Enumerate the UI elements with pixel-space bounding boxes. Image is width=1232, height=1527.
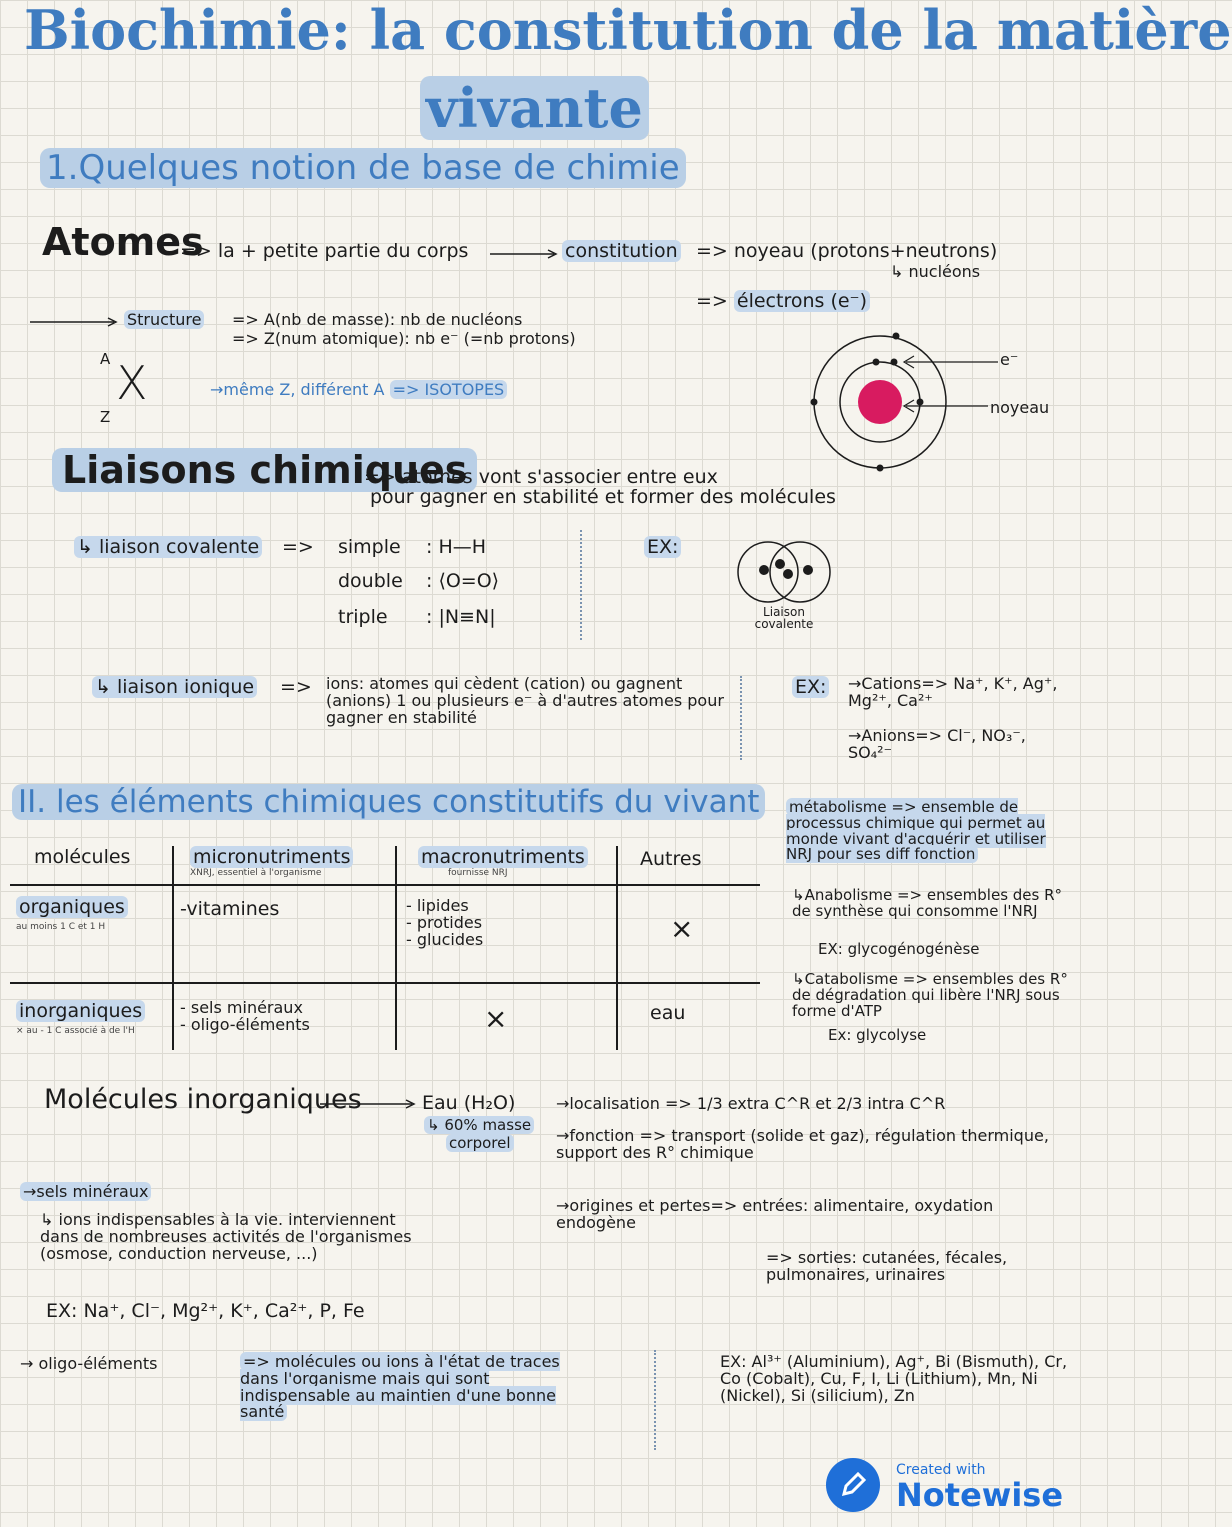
table-row-inorganiques-name [16,1000,145,1022]
eau-origines: →origines et pertes=> entrées: alimentaire, oxydation endogène [556,1196,994,1232]
eau-label: Eau (H₂O) [422,1092,516,1114]
structure-text: Structure [124,310,204,329]
covalente-triple-ex: : |N≡N| [426,606,496,628]
oligo-ex: EX: Al³⁺ (Aluminium), Ag⁺, Bi (Bismuth), Cr, Co (Cobalt), Cu, F, I, Li (Lithium), Mn, Ni (Nickel), Si (silicium), Zn [720,1352,1068,1405]
covalente-label [74,536,262,558]
covalente-arrow: => [282,536,314,558]
covalente-simple: simple [338,536,401,558]
eau-fonction: →fonction => transport (solide et gaz), régulation thermique, support des R° chimique [556,1126,1049,1162]
table-row-organiques-name [16,896,128,918]
covalente-double-ex: : ⟨O=O⟩ [426,570,500,592]
table-row-organiques-micro: -vitamines [180,898,280,920]
atomes-label: Atomes [42,220,204,264]
table-header-macro [418,846,588,868]
eau-localisation: →localisation => 1/3 extra C^R et 2/3 intra C^R [556,1094,946,1113]
organiques-text: organiques [16,896,128,918]
constitution-text: constitution [562,240,681,262]
table-header-macro-text: macronutriments [418,846,588,868]
page-title-line1: Biochimie: la constitution de la matière [24,0,1232,62]
arrow-icon [490,250,560,260]
table-header-micro [190,846,353,868]
ionique-anions: →Anions=> Cl⁻, NO₃⁻, SO₄²⁻ [848,726,1026,762]
inorganiques-label: Molécules inorganiques [44,1084,362,1115]
table-row-organiques-autres: × [670,912,694,945]
metabolisme-def [786,800,1072,863]
table-row-line [10,982,760,984]
oligo-def [240,1354,600,1421]
notewise-logo-icon [826,1458,880,1512]
anabolisme-ex: EX: glycogénogénèse [818,940,980,958]
footer-brand: Notewise [896,1476,1064,1514]
separator-squiggle [580,530,582,640]
atomes-electrons [696,290,870,312]
section2-heading [12,784,765,820]
elements-table [10,840,760,1050]
section2-heading-text: II. les éléments chimiques constitutifs du vivant [12,784,765,820]
section1-heading-text: 1.Quelques notion de base de chimie [40,148,686,188]
eau-sub1-text: ↳ 60% masse [424,1116,534,1134]
atomes-nucleons: ↳ nucléons [890,262,981,281]
isotopes-text: => ISOTOPES [390,380,508,399]
notation-z: Z [100,408,111,426]
structure-z: => Z(num atomique): nb e⁻ (=nb protons) [232,329,576,348]
page-title-line2-text: vivante [420,76,649,140]
liaisons-label-text: Liaisons chimiques [52,448,477,492]
atomes-noyau: => noyeau (protons+neutrons) [696,240,998,262]
table-header-molecules: molécules [34,846,131,868]
eau-sub2 [446,1134,514,1152]
table-row-organiques-sub: au moins 1 C et 1 H [16,922,106,932]
ionique-text: ↳ liaison ionique [92,676,257,698]
covalent-diagram-label: Liaison covalente [754,605,814,631]
eau-sorties: => sorties: cutanées, fécales, pulmonaires, urinaires [766,1248,1008,1284]
covalente-double: double [338,570,403,592]
covalente-ex-label [644,536,681,558]
table-header-autres: Autres [640,848,702,870]
ionique-ex-label [792,676,829,698]
table-row-inorganiques-sub: × au - 1 C associé à de l'H [16,1026,135,1036]
section1-heading [40,148,686,188]
electrons-text: électrons (e⁻) [734,290,870,312]
sels-ex: EX: Na⁺, Cl⁻, Mg²⁺, K⁺, Ca²⁺, P, Fe [46,1300,365,1322]
table-header-micro-sub: XNRJ, essentiel à l'organisme [190,868,322,878]
table-col-line [616,846,618,1050]
oligo-def-text: => molécules ou ions à l'état de traces dans l'organisme mais qui sont indispensable au maintien d'une bonne santé [240,1352,560,1422]
table-col-line [395,846,397,1050]
table-row-inorganiques-micro: - sels minéraux - oligo-éléments [180,998,310,1034]
atomes-def: => la + petite partie du corps [180,240,469,262]
isotopes-note [210,380,507,399]
table-header-macro-sub: fournisse NRJ [448,868,508,878]
table-header-line [10,884,760,886]
table-row-inorganiques-autres: eau [650,1002,686,1024]
covalente-ex-text: EX: [644,536,681,558]
ionique-def: ions: atomes qui cèdent (cation) ou gagnent (anions) 1 ou plusieurs e⁻ à d'autres atomes pour gagner en stabilité [326,674,724,727]
ionique-cations: →Cations=> Na⁺, K⁺, Ag⁺, Mg²⁺, Ca²⁺ [848,674,1058,710]
eau-sub1 [424,1116,534,1134]
liaisons-def-line2: pour gagner en stabilité et former des molécules [370,486,836,508]
ionique-label [92,676,257,698]
footer-created-with: Created with [896,1462,986,1478]
metabolisme-def-text: métabolisme => ensemble de processus chimique qui permet au monde vivant d'acquérir et utiliser NRJ pour ses diff fonction [786,798,1046,864]
eau-sub2-text: corporel [446,1134,514,1152]
oligo-label: → oligo-éléments [20,1354,158,1373]
structure-a: => A(nb de masse): nb de nucléons [232,310,523,329]
electrons-prefix: => [696,290,728,312]
pencil-icon [838,1470,868,1500]
ionique-ex-text: EX: [792,676,829,698]
diagram-noyau-label: noyeau [990,398,1050,417]
covalente-triple: triple [338,606,388,628]
arrow-icon [320,1100,420,1110]
table-row-organiques-macro: - lipides - protides - glucides [406,896,484,949]
notation-x: X [116,356,148,410]
inorganiques-text: inorganiques [16,1000,145,1022]
sels-label [20,1182,151,1201]
anabolisme-def: ↳Anabolisme => ensembles des R° de synthèse qui consomme l'NRJ [792,886,1063,920]
liaisons-def-line1: => atomes vont s'associer entre eux [364,466,718,488]
atomes-constitution [562,240,681,262]
catabolisme-ex: Ex: glycolyse [828,1026,927,1044]
covalent-bond-diagram [730,540,840,610]
covalente-text: ↳ liaison covalente [74,536,262,558]
ionique-arrow: => [280,676,312,698]
isotopes-prefix: →même Z, différent A [210,380,385,399]
table-col-line [172,846,174,1050]
notation-a: A [100,350,111,368]
separator-squiggle [740,676,742,760]
sels-def: ↳ ions indispensables à la vie. interviennent dans de nombreuses activités de l'organismes (osmose, conduction nerveuse, ...) [40,1210,412,1263]
covalente-simple-ex: : H—H [426,536,487,558]
arrow-icon [30,318,120,328]
diagram-electron-label: e⁻ [1000,350,1019,369]
separator-squiggle [654,1350,656,1450]
page-title-line2 [420,76,649,140]
catabolisme-def: ↳Catabolisme => ensembles des R° de dégradation qui libère l'NRJ sous forme d'ATP [792,970,1068,1020]
sels-text: →sels minéraux [20,1182,151,1201]
structure-label [124,310,204,329]
table-row-inorganiques-macro: × [484,1002,508,1035]
table-header-micro-text: micronutriments [190,846,353,868]
